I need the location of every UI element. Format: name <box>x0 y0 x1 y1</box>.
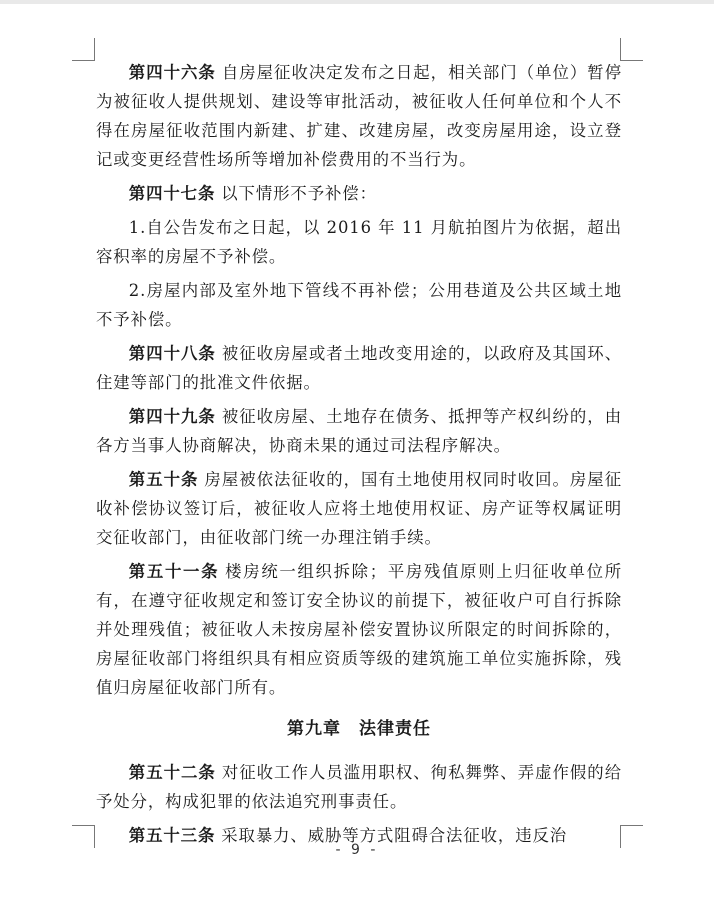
crop-mark-top-right <box>620 38 643 61</box>
list-item-1 <box>96 213 622 271</box>
article-47 <box>96 179 622 208</box>
article-number: 第四十六条 <box>128 63 216 82</box>
article-text: 以下情形不予补偿： <box>221 184 377 203</box>
article-text: 被征收房屋、土地存在债务、抵押等产权纠纷的，由各方当事人协商解决，协商未果的通过司法程序解决。 <box>96 407 623 455</box>
article-number: 第五十三条 <box>128 826 216 845</box>
article-49 <box>96 402 622 460</box>
list-item-text: 1.自公告发布之日起，以 2016 年 11 月航拍图片为依据，超出容积率的房屋不予补偿。 <box>96 218 622 266</box>
article-51 <box>96 557 622 702</box>
article-text: 采取暴力、威胁等方式阻碍合法征收，违反治 <box>221 826 568 845</box>
article-text: 楼房统一组织拆除；平房残值原则上归征收单位所有，在遵守征收规定和签订安全协议的前提下，被征收户可自行拆除并处理残值；被征收人未按房屋补偿安置协议所限定的时间拆除的，房屋征收部门将组织具有相应资质等级的建筑施工单位实施拆除，残值归房屋征收部门所有。 <box>96 562 622 697</box>
article-52 <box>96 758 622 816</box>
chapter-number: 第九章 <box>287 719 341 739</box>
article-number: 第五十一条 <box>128 562 220 581</box>
document-body <box>96 58 622 855</box>
article-number: 第四十七条 <box>128 184 216 203</box>
list-item-text: 2.房屋内部及室外地下管线不再补偿；公用巷道及公共区域土地不予补偿。 <box>96 281 622 329</box>
article-number: 第五十二条 <box>128 763 216 782</box>
article-number: 第五十条 <box>128 470 199 489</box>
article-text: 房屋被依法征收的，国有土地使用权同时收回。房屋征收补偿协议签订后，被征收人应将土地使用权证、房产证等权属证明交征收部门，由征收部门统一办理注销手续。 <box>96 470 622 547</box>
article-46 <box>96 58 622 174</box>
page-top-edge <box>0 0 714 4</box>
article-number: 第四十八条 <box>128 344 216 363</box>
article-50 <box>96 465 622 552</box>
article-text: 对征收工作人员滥用职权、徇私舞弊、弄虚作假的给予处分，构成犯罪的依法追究刑事责任。 <box>96 763 623 811</box>
page-number: - 9 - <box>335 842 379 858</box>
article-text: 被征收房屋或者土地改变用途的，以政府及其国环、住建等部门的批准文件依据。 <box>96 344 623 392</box>
article-48 <box>96 339 622 397</box>
chapter-heading <box>96 714 622 744</box>
article-number: 第四十九条 <box>128 407 216 426</box>
list-item-2 <box>96 276 622 334</box>
article-text: 自房屋征收决定发布之日起，相关部门（单位）暂停为被征收人提供规划、建设等审批活动，被征收人任何单位和个人不得在房屋征收范围内新建、扩建、改建房屋，改变房屋用途，设立登记或变更经营性场所等增加补偿费用的不当行为。 <box>96 63 623 169</box>
chapter-title: 法律责任 <box>359 719 431 739</box>
crop-mark-top-left <box>72 38 95 61</box>
